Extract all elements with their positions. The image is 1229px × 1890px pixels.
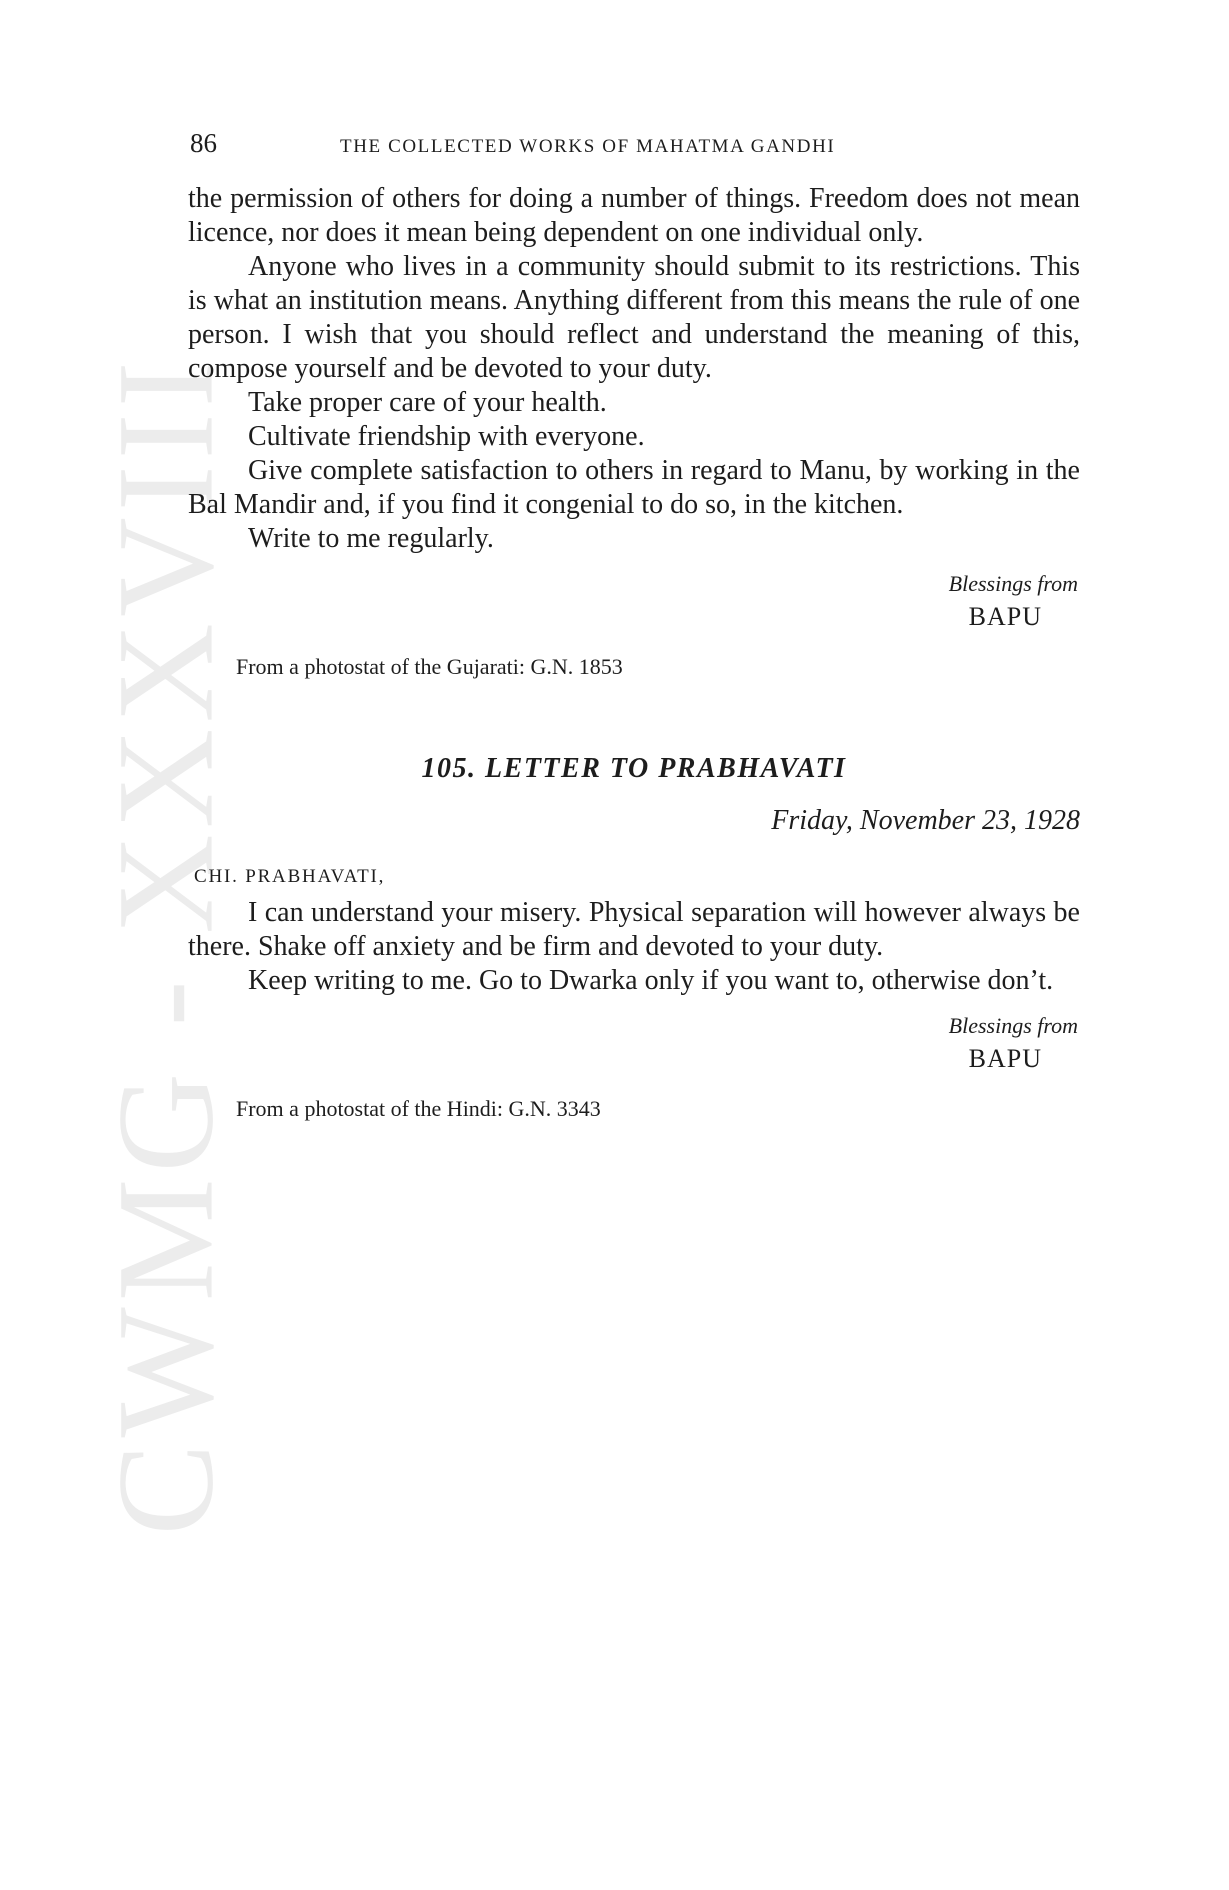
signer-name: BAPU	[968, 1044, 1042, 1073]
running-head	[190, 128, 1080, 164]
watermark-text: CWMG - XXXVIII	[88, 354, 242, 1536]
paragraph: I can understand your misery. Physical separation will however always be there. Shake off anxiety and be firm and devoted to your duty.	[188, 897, 1080, 962]
page-number: 86	[190, 128, 217, 158]
letter-date: Friday, November 23, 1928	[771, 805, 1080, 836]
paragraph: Write to me regularly.	[248, 523, 494, 554]
paragraph: Give complete satisfaction to others in regard to Manu, by working in the Bal Mandir and, if you find it congenial to do so, in the kitchen.	[188, 455, 1080, 520]
signoff	[188, 1010, 1080, 1076]
letter-105	[188, 752, 1080, 1124]
letter-104-continuation	[188, 182, 1080, 682]
page-body	[188, 182, 1080, 1124]
paragraph: Take proper care of your health.	[248, 387, 607, 418]
blessings-line: Blessings from	[948, 1013, 1078, 1038]
letter-heading: 105. LETTER TO PRABHAVATI	[421, 753, 847, 784]
paragraph: Cultivate friendship with everyone.	[248, 421, 645, 452]
paragraph: Keep writing to me. Go to Dwarka only if you want to, otherwise don’t.	[248, 965, 1054, 996]
source-note: From a photostat of the Gujarati: G.N. 1853	[236, 654, 623, 679]
blessings-line: Blessings from	[948, 571, 1078, 596]
source-note: From a photostat of the Hindi: G.N. 3343	[236, 1096, 601, 1121]
paragraph: the permission of others for doing a number of things. Freedom does not mean licence, nor does it mean being dependent on one individual only.	[188, 183, 1080, 248]
signoff	[188, 568, 1080, 634]
salutation: CHI. PRABHAVATI,	[194, 866, 386, 887]
book-title: THE COLLECTED WORKS OF MAHATMA GANDHI	[340, 136, 836, 157]
signer-name: BAPU	[968, 602, 1042, 631]
paragraph: Anyone who lives in a community should submit to its restrictions. This is what an institution means. Anything different from this means the rule of one person. I wish that you should reflect and understand the meaning of this, compose yourself and be devoted to your duty.	[188, 251, 1080, 384]
